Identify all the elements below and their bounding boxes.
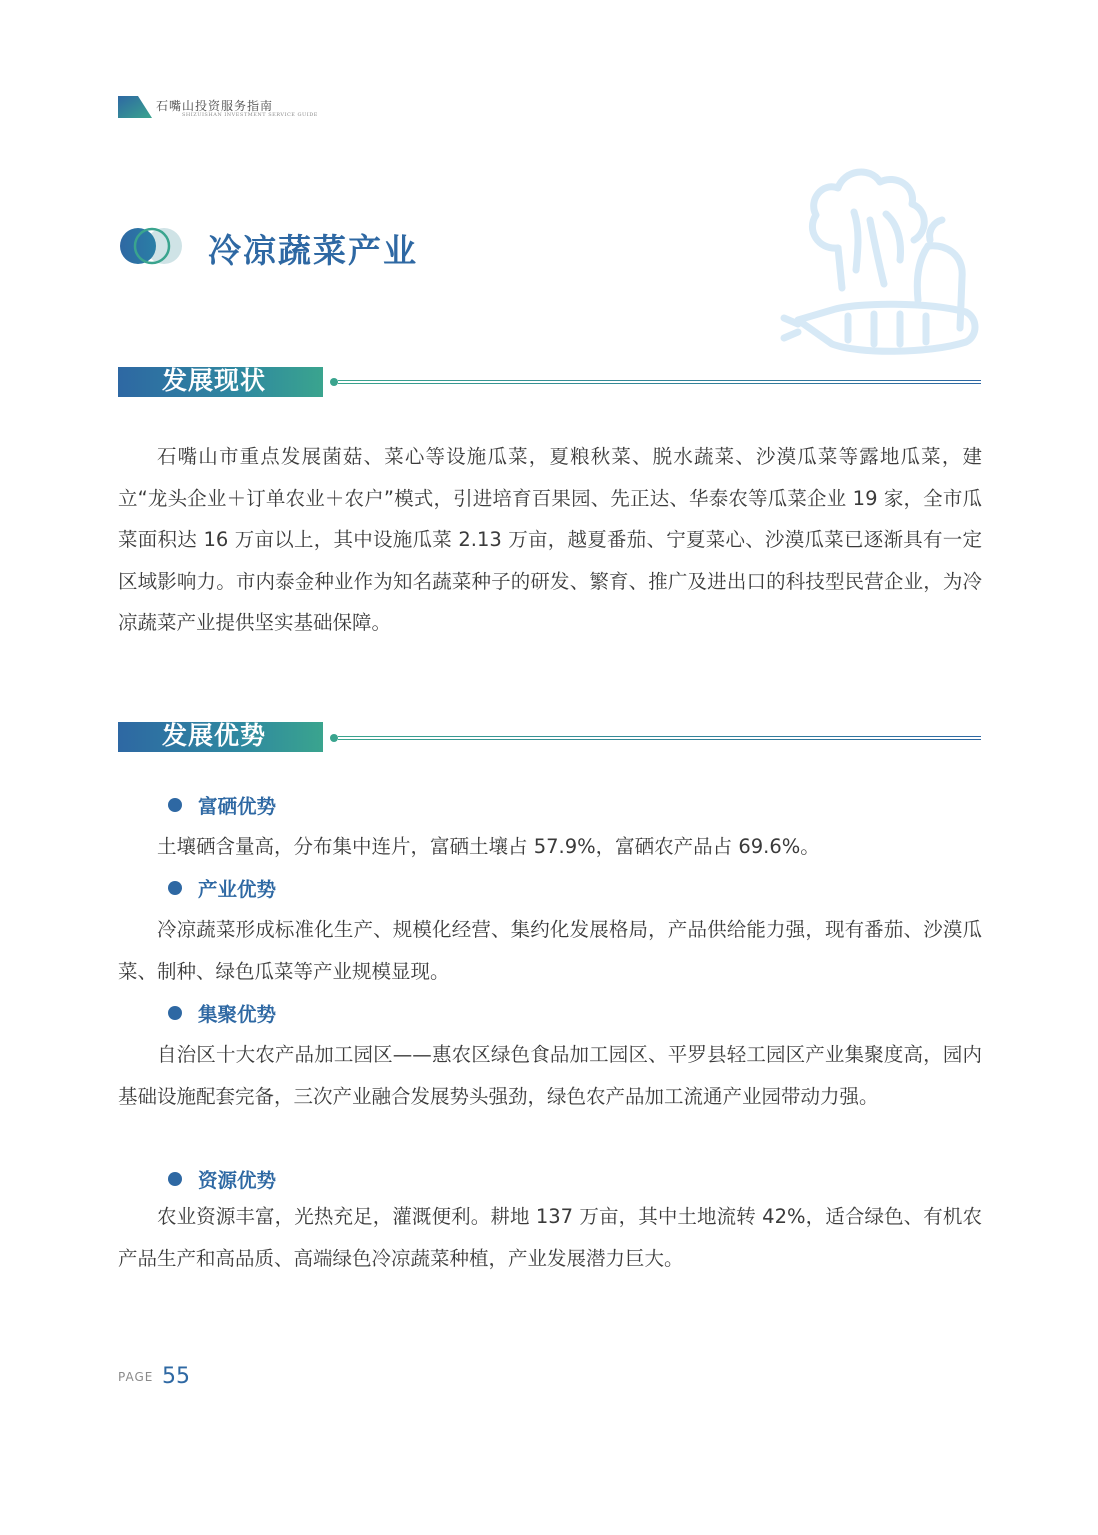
advantage-item-selenium bbox=[168, 793, 276, 817]
advantage-text: 农业资源丰富，光热充足，灌溉便利。耕地 137 万亩，其中土地流转 42%，适合绿色、有机农产品生产和高品质、高端绿色冷凉蔬菜种植，产业发展潜力巨大。 bbox=[118, 1205, 982, 1270]
bullet-dot-icon bbox=[168, 1172, 182, 1186]
bullet-dot-icon bbox=[168, 1006, 182, 1020]
advantage-item-resource bbox=[168, 1167, 276, 1191]
vegetables-outline-icon bbox=[778, 160, 984, 366]
footer-page-number: 55 bbox=[162, 1364, 190, 1389]
status-paragraph: 石嘴山市重点发展菌菇、菜心等设施瓜菜，夏粮秋菜、脱水蔬菜、沙漠瓜菜等露地瓜菜，建立“龙头企业＋订单农业＋农户”模式，引进培育百果园、先正达、华泰农等瓜菜企业 19 家，全市瓜菜面积达 16 万亩以上，其中设施瓜菜 2.13 万亩，越夏番茄、宁夏菜心、沙漠瓜菜已逐渐具有一定区域影响力。市内泰金种业作为知名蔬菜种子的研发、繁育、推广及进出口的科技型民营企业，为冷凉蔬菜产业提供坚实基础保障。 bbox=[118, 445, 982, 634]
advantage-item-industry bbox=[168, 876, 276, 900]
section-status-divider bbox=[330, 378, 981, 386]
section-status-heading: 发展现状 bbox=[162, 366, 267, 395]
bullet-dot-icon bbox=[168, 798, 182, 812]
advantage-label: 资源优势 bbox=[198, 1169, 277, 1192]
header-logo-mark bbox=[118, 96, 152, 118]
section-advantages-heading: 发展优势 bbox=[162, 721, 267, 750]
header-title: 石嘴山投资服务指南 bbox=[156, 99, 274, 113]
chapter-title: 冷凉蔬菜产业 bbox=[208, 231, 418, 270]
section-status-heading-bar bbox=[118, 367, 323, 397]
advantage-label: 集聚优势 bbox=[198, 1003, 277, 1026]
section-advantages-divider bbox=[330, 734, 981, 742]
advantage-label: 富硒优势 bbox=[198, 795, 277, 818]
section-advantages-heading-bar bbox=[118, 722, 323, 752]
advantage-text: 冷凉蔬菜形成标准化生产、规模化经营、集约化发展格局，产品供给能力强，现有番茄、沙漠瓜菜、制种、绿色瓜菜等产业规模显现。 bbox=[118, 918, 982, 983]
bullet-dot-icon bbox=[168, 881, 182, 895]
advantage-text: 自治区十大农产品加工园区——惠农区绿色食品加工园区、平罗县轻工园区产业集聚度高，园内基础设施配套完备，三次产业融合发展势头强劲，绿色农产品加工流通产业园带动力强。 bbox=[118, 1043, 982, 1108]
header-subtitle: SHIZUISHAN INVESTMENT SERVICE GUIDE bbox=[182, 112, 318, 118]
advantage-text: 土壤硒含量高，分布集中连片，富硒土壤占 57.9%，富硒农产品占 69.6%。 bbox=[157, 835, 820, 858]
advantage-label: 产业优势 bbox=[198, 878, 277, 901]
footer-page-label: PAGE bbox=[118, 1370, 154, 1384]
title-circles-icon bbox=[118, 226, 184, 266]
advantage-item-cluster bbox=[168, 1001, 276, 1025]
